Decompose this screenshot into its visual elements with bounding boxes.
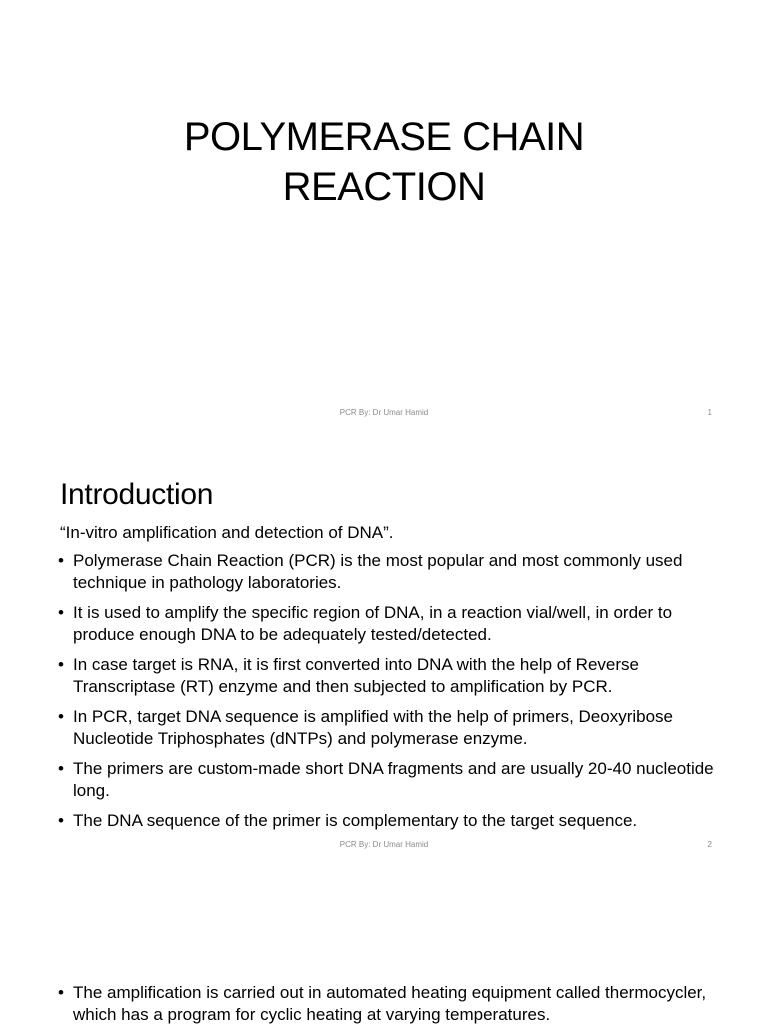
bullet-item: • The amplification is carried out in automated heating equipment called thermocycler, which has a program for cyclic heating at varying temperatures. <box>56 982 726 1024</box>
bullet-item: • Polymerase Chain Reaction (PCR) is the most popular and most commonly used technique in pathology laboratories. <box>56 550 716 594</box>
bullet-item: • The DNA sequence of the primer is complementary to the target sequence. <box>56 810 716 832</box>
bullet-list <box>56 982 726 1024</box>
bullet-item: • The primers are custom-made short DNA fragments and are usually 20-40 nucleotide long. <box>56 758 716 802</box>
definition-quote: “In-vitro amplification and detection of DNA”. <box>60 523 394 542</box>
bullet-item: • It is used to amplify the specific region of DNA, in a reaction vial/well, in order to produce enough DNA to be adequately tested/detected. <box>56 602 716 646</box>
slide-page-number: 1 <box>707 408 712 417</box>
bullet-list <box>56 550 716 840</box>
slide-footer: PCR By: Dr Umar Hamid <box>339 840 429 849</box>
slide-3 <box>0 864 768 1024</box>
slide-title-line-1: POLYMERASE CHAIN <box>183 115 585 159</box>
bullet-item: • In PCR, target DNA sequence is amplified with the help of primers, Deoxyribose Nucleotide Triphosphates (dNTPs) and polymerase enzyme. <box>56 706 716 750</box>
bullet-item: • In case target is RNA, it is first converted into DNA with the help of Reverse Transcriptase (RT) enzyme and then subjected to amplification by PCR. <box>56 654 716 698</box>
slide-heading: Introduction <box>60 478 214 511</box>
slide-page-number: 2 <box>707 840 712 849</box>
slide-footer: PCR By: Dr Umar Hamid <box>339 408 429 417</box>
slide-1 <box>0 0 768 432</box>
slide-title-line-2: REACTION <box>282 165 486 209</box>
slide-title <box>0 112 768 212</box>
slide-2 <box>0 432 768 864</box>
